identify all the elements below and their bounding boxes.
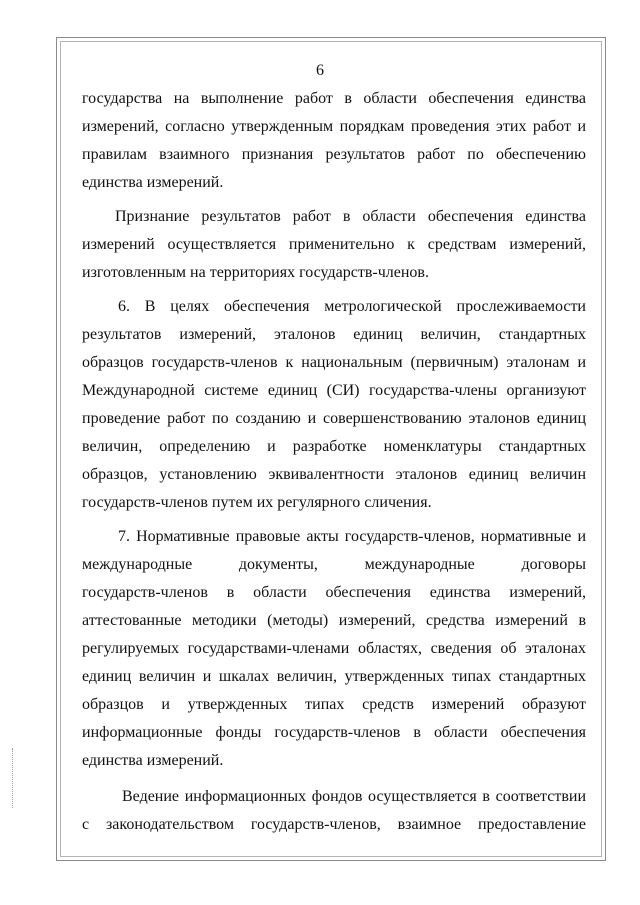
text-line: правилам взаимного признания результатов работ по обеспечению	[82, 146, 586, 163]
text-line: проведение работ по созданию и совершенствованию эталонов единиц	[82, 410, 586, 427]
text-line: результатов измерений, эталонов единиц величин, стандартных	[82, 326, 586, 343]
text-line: Признание результатов работ в области обеспечения единства	[115, 208, 586, 225]
text-line: государств-членов путем их регулярного сличения.	[82, 494, 432, 511]
text-line: государств-членов в области обеспечения единства измерений,	[82, 584, 586, 601]
text-line: информационные фонды государств-членов в области обеспечения	[82, 724, 586, 741]
text-line: государства на выполнение работ в области обеспечения единства	[82, 90, 586, 107]
text-line: единства измерений.	[82, 752, 224, 769]
paragraph-5	[82, 783, 586, 839]
text-line: 6. В целях обеспечения метрологической прослеживаемости	[118, 298, 586, 315]
text-line: образцов, установлению эквивалентности эталонов единиц величин	[82, 466, 586, 483]
text-line: образцов государств-членов к национальным (первичным) эталонам и	[82, 354, 586, 371]
paragraph-1	[82, 85, 586, 197]
paragraph-item-6	[82, 293, 586, 517]
text-line: Ведение информационных фондов осуществляется в соответствии	[122, 788, 586, 805]
text-line: измерений осуществляется применительно к средствам измерений,	[82, 236, 586, 253]
text-line: величин, определению и разработке номенклатуры стандартных	[82, 438, 586, 455]
text-line: международные документы, международные договоры	[82, 556, 586, 573]
text-line: Международной системе единиц (СИ) государства-члены организуют	[82, 382, 586, 399]
text-line: 7. Нормативные правовые акты государств-членов, нормативные и	[118, 528, 586, 545]
text-line: единиц величин и шкалах величин, утвержденных типах стандартных	[82, 668, 586, 685]
paragraph-item-7	[82, 523, 586, 775]
text-line: с законодательством государств-членов, взаимное предоставление	[82, 816, 586, 833]
text-line: аттестованные методики (методы) измерений, средства измерений в	[82, 612, 586, 629]
text-line: регулируемых государствами-членами областях, сведения об эталонах	[82, 640, 586, 657]
margin-scan-mark	[12, 748, 14, 808]
page-number: 6	[316, 62, 324, 79]
text-line: образцов и утвержденных типах средств измерений образуют	[82, 696, 586, 713]
text-line: измерений, согласно утвержденным порядкам проведения этих работ и	[82, 118, 586, 135]
paragraph-2	[82, 203, 586, 287]
text-line: единства измерений.	[82, 174, 224, 191]
document-body	[82, 85, 586, 839]
text-line: изготовленным на территориях государств-членов.	[82, 264, 429, 281]
